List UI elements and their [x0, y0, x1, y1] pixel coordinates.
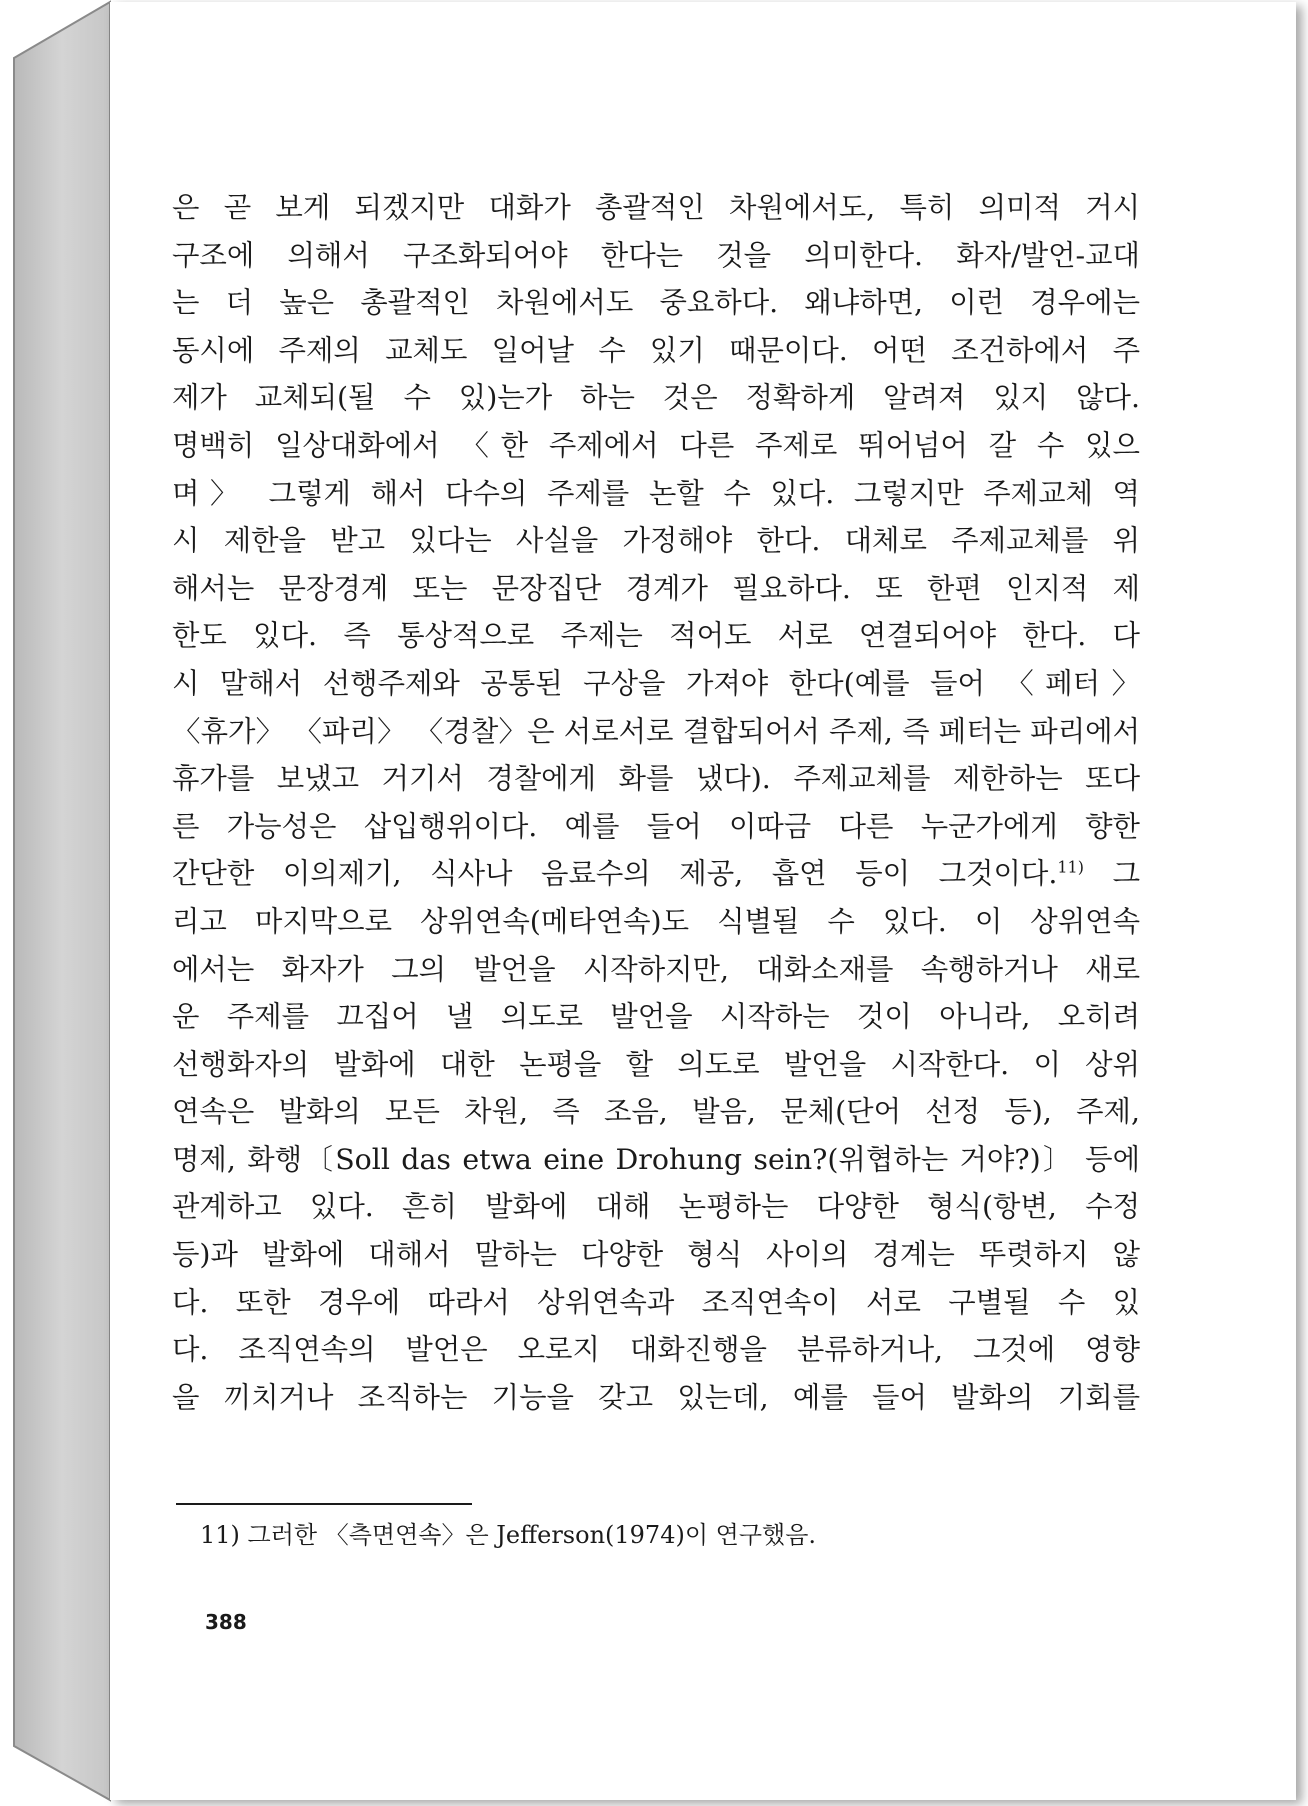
text-line: 〈휴가〉 〈파리〉 〈경찰〉은 서로서로 결합되어서 주제, 즉 페터는 파리에서: [172, 714, 1140, 748]
text-line-with-footnote: [172, 850, 1140, 898]
footnote-reference[interactable]: 11): [1057, 857, 1084, 877]
text-line: 은 곧 보게 되겠지만 대화가 총괄적인 차원에서도, 특히 의미적 거시: [172, 191, 1140, 224]
text-line: 동시에 주제의 교체도 일어날 수 있기 때문이다. 어떤 조건하에서 주: [172, 333, 1140, 367]
text-line: 다. 조직연속의 발언은 오로지 대화진행을 분류하거나, 그것에 영향: [172, 1333, 1140, 1367]
text-line: 구조에 의해서 구조화되어야 한다는 것을 의미한다. 화자/발언-교대: [172, 238, 1140, 272]
text-line: 등)과 발화에 대해서 말하는 다양한 형식 사이의 경계는 뚜렷하지 않: [172, 1238, 1140, 1272]
footnote-divider: [176, 1503, 472, 1505]
text-line: 해서는 문장경계 또는 문장집단 경계가 필요하다. 또 한편 인지적 제: [172, 571, 1140, 605]
text-line: 을 끼치거나 조직하는 기능을 갖고 있는데, 예를 들어 발화의 기회를: [172, 1380, 1140, 1414]
text-line-segment: 그: [1112, 857, 1140, 891]
text-line: 며〉 그렇게 해서 다수의 주제를 논할 수 있다. 그렇지만 주제교체 역: [172, 476, 1140, 510]
page-number: 388: [205, 1610, 247, 1634]
text-line: 는 더 높은 총괄적인 차원에서도 중요하다. 왜냐하면, 이런 경우에는: [172, 286, 1140, 320]
text-line-segment: 간단한 이의제기, 식사나 음료수의 제공, 흡연 등이 그것이다.: [172, 857, 1058, 891]
body-text: [172, 184, 1140, 1421]
text-line: 운 주제를 끄집어 낼 의도로 발언을 시작하는 것이 아니라, 오히려: [172, 1000, 1140, 1034]
text-line: 시 말해서 선행주제와 공통된 구상을 가져야 한다(예를 들어 〈페터〉: [172, 666, 1140, 700]
text-line: 시 제한을 받고 있다는 사실을 가정해야 한다. 대체로 주제교체를 위: [172, 524, 1140, 558]
text-line: 휴가를 보냈고 거기서 경찰에게 화를 냈다). 주제교체를 제한하는 또다: [172, 762, 1140, 796]
text-line: 다. 또한 경우에 따라서 상위연속과 조직연속이 서로 구별될 수 있: [172, 1285, 1140, 1319]
text-line: 명백히 일상대화에서 〈한 주제에서 다른 주제로 뛰어넘어 갈 수 있으: [172, 428, 1140, 462]
text-line: 른 가능성은 삽입행위이다. 예를 들어 이따금 다른 누군가에게 향한: [172, 809, 1140, 843]
footnote: 11) 그러한 〈측면연속〉은 Jefferson(1974)이 연구했음.: [200, 1521, 817, 1549]
text-line: 명제, 화행〔Soll das etwa eine Drohung sein?(위협하는 거야?)〕 등에: [172, 1142, 1140, 1176]
text-line: 한도 있다. 즉 통상적으로 주제는 적어도 서로 연결되어야 한다. 다: [172, 619, 1140, 653]
text-line: 제가 교체되(될 수 있)는가 하는 것은 정확하게 알려져 있지 않다.: [172, 381, 1140, 415]
text-line: 리고 마지막으로 상위연속(메타연속)도 식별될 수 있다. 이 상위연속: [172, 904, 1140, 938]
text-line: 관계하고 있다. 흔히 발화에 대해 논평하는 다양한 형식(항변, 수정: [172, 1190, 1140, 1224]
text-line: 선행화자의 발화에 대한 논평을 할 의도로 발언을 시작한다. 이 상위: [172, 1047, 1140, 1081]
text-line: 에서는 화자가 그의 발언을 시작하지만, 대화소재를 속행하거나 새로: [172, 952, 1140, 986]
text-line: 연속은 발화의 모든 차원, 즉 조음, 발음, 문체(단어 선정 등), 주제,: [172, 1095, 1140, 1129]
